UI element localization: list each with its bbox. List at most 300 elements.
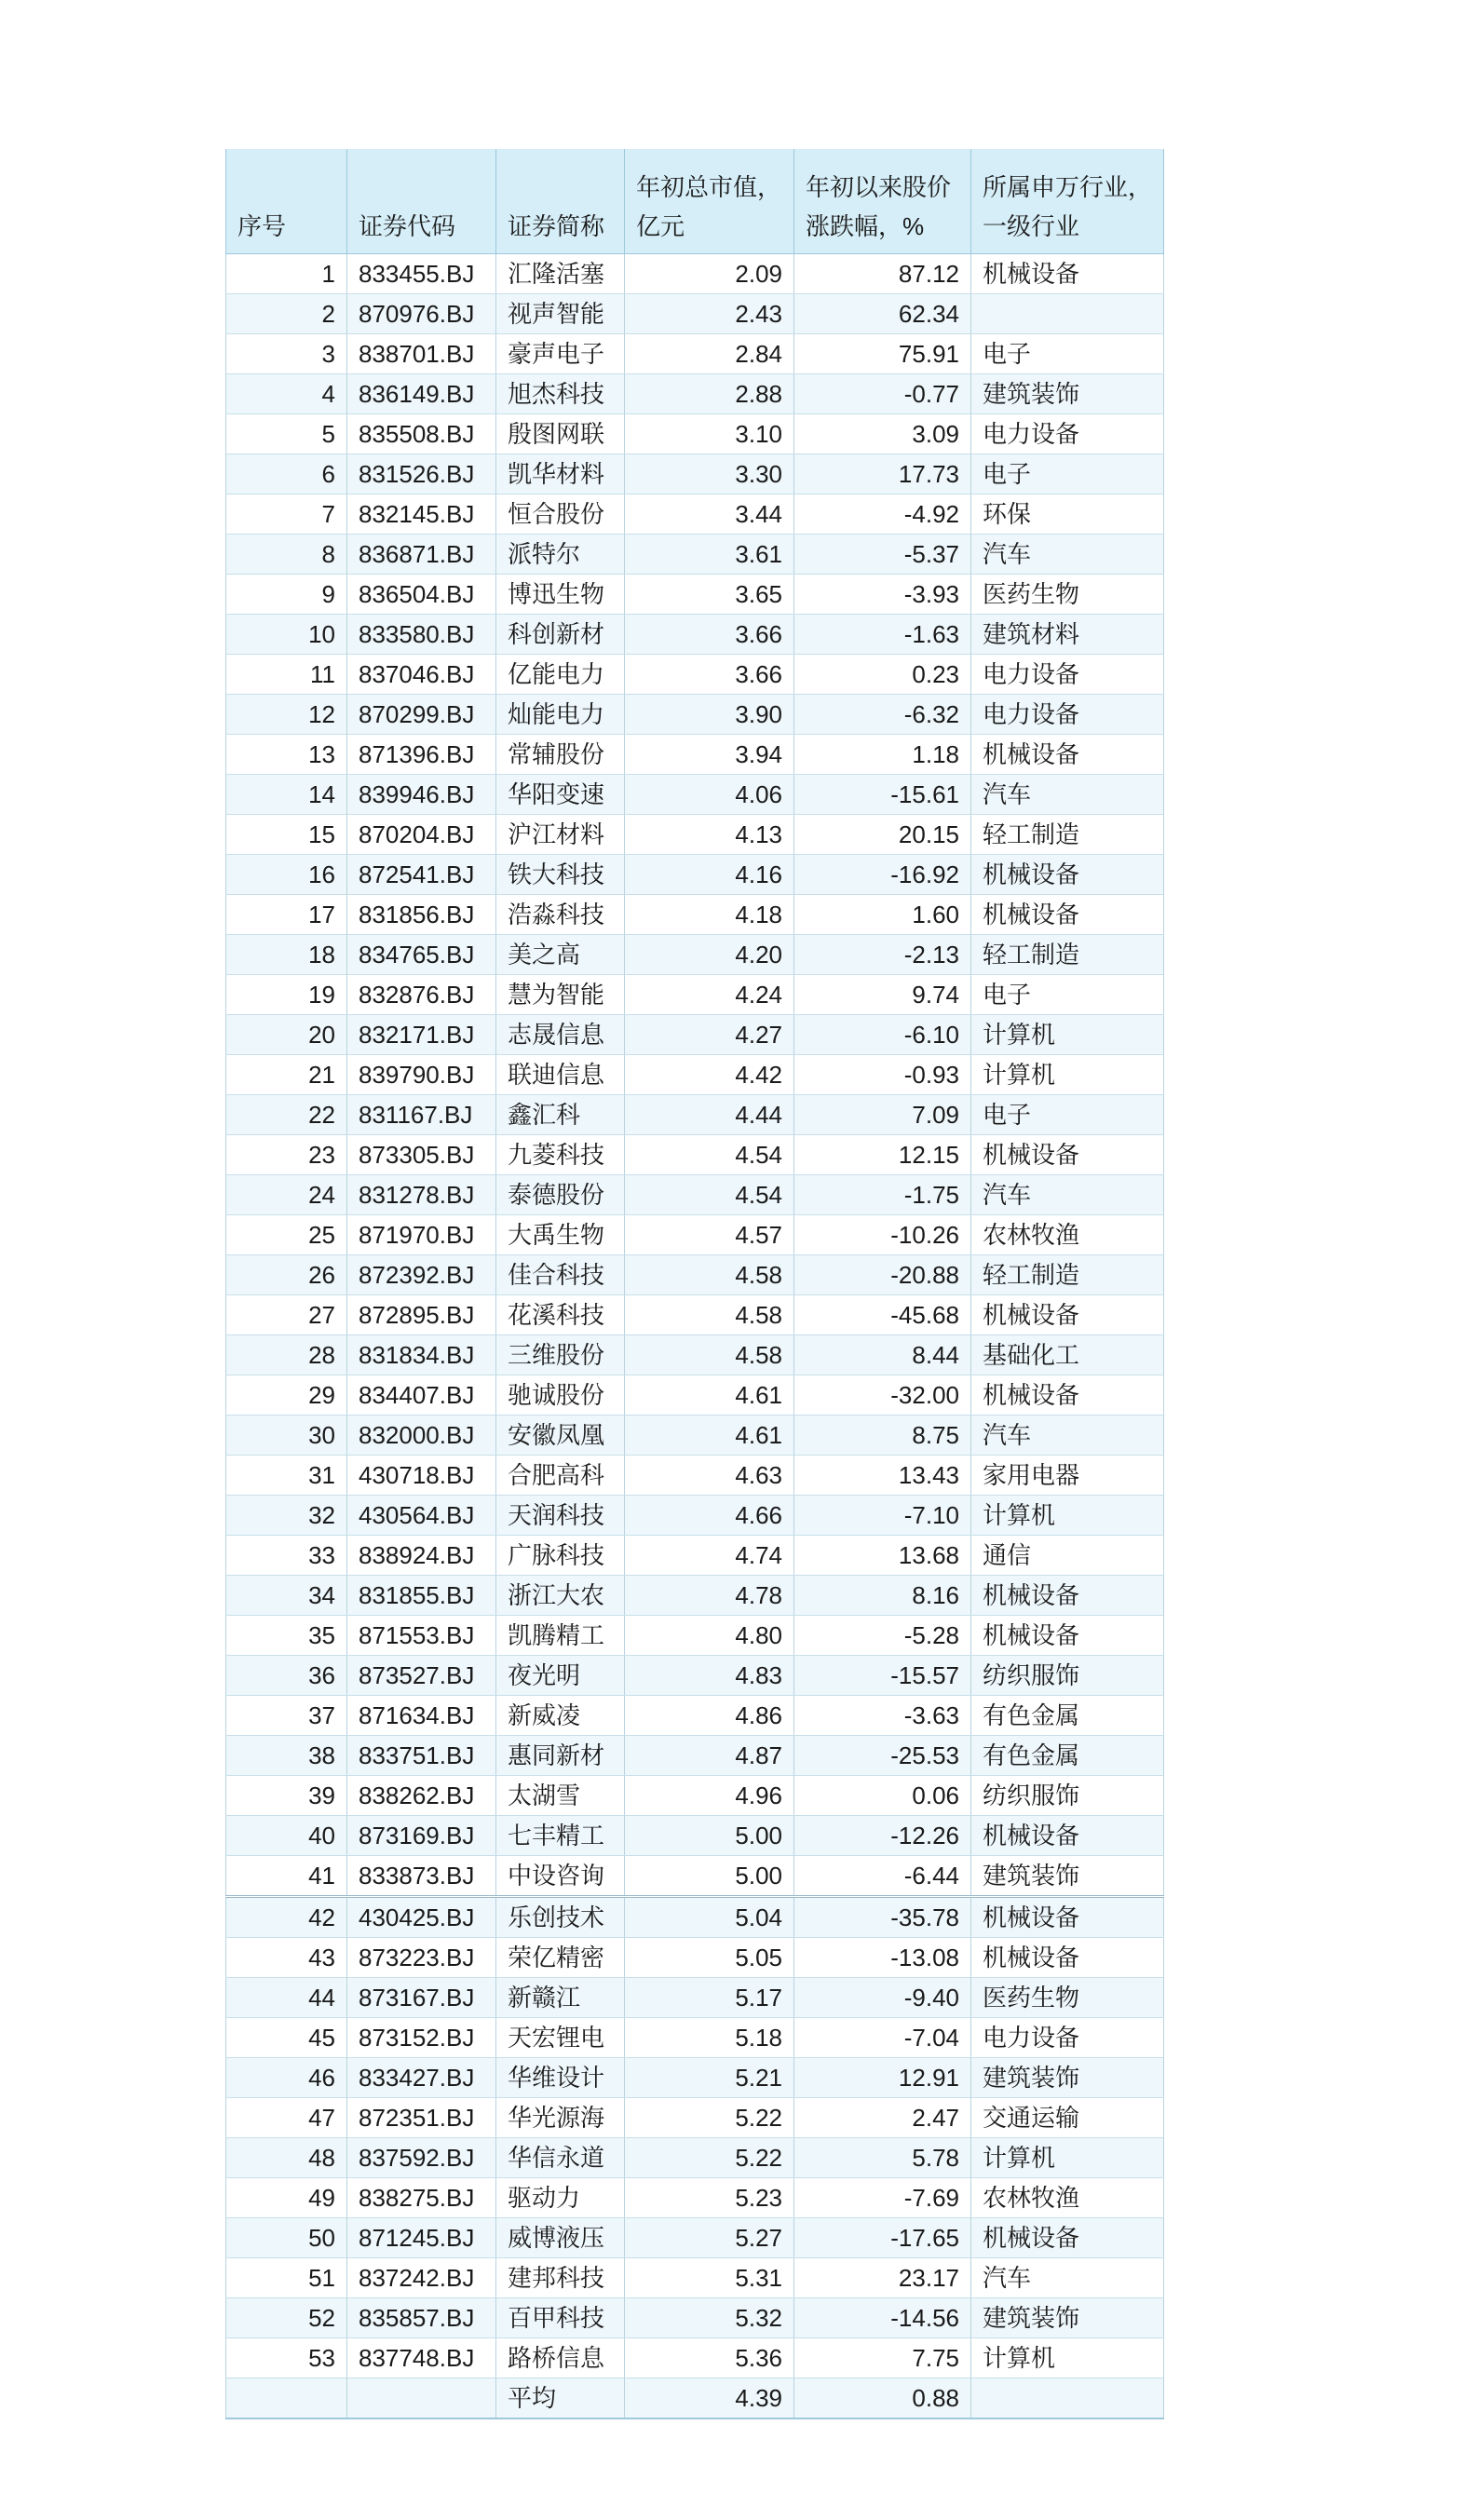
- cell-market-cap: 4.44: [625, 1095, 794, 1135]
- cell-name: 鑫汇科: [496, 1095, 625, 1135]
- cell-name: 路桥信息: [496, 2338, 625, 2378]
- cell-industry: 家用电器: [971, 1456, 1164, 1496]
- cell-price-change: 20.15: [794, 815, 971, 855]
- header-name: 证券简称: [496, 149, 625, 254]
- cell-name: 视声智能: [496, 294, 625, 334]
- cell-seq: 3: [226, 334, 347, 374]
- cell-market-cap: 4.80: [625, 1616, 794, 1656]
- cell-industry: 汽车: [971, 2258, 1164, 2298]
- cell-code: 872895.BJ: [347, 1295, 496, 1335]
- cell-name: 驰诚股份: [496, 1375, 625, 1416]
- cell-market-cap: 4.63: [625, 1456, 794, 1496]
- cell-industry: 建筑装饰: [971, 374, 1164, 414]
- cell-price-change: -2.13: [794, 935, 971, 975]
- cell-name: 殷图网联: [496, 414, 625, 454]
- table-row: [226, 454, 1164, 495]
- table-row: [226, 1456, 1164, 1496]
- cell-market-cap: 4.58: [625, 1295, 794, 1335]
- cell-code: 873169.BJ: [347, 1816, 496, 1856]
- cell-industry: 有色金属: [971, 1736, 1164, 1776]
- cell-industry: 汽车: [971, 775, 1164, 815]
- cell-name: 华阳变速: [496, 775, 625, 815]
- cell-industry: [971, 294, 1164, 334]
- cell-price-change: 8.16: [794, 1576, 971, 1616]
- summary-market-cap: 4.39: [625, 2378, 794, 2419]
- table-row: [226, 535, 1164, 575]
- cell-name: 汇隆活塞: [496, 254, 625, 294]
- cell-market-cap: 5.22: [625, 2098, 794, 2138]
- cell-market-cap: 2.43: [625, 294, 794, 334]
- cell-name: 沪江材料: [496, 815, 625, 855]
- table-row: [226, 1696, 1164, 1736]
- cell-seq: 44: [226, 1978, 347, 2018]
- cell-industry: 有色金属: [971, 1696, 1164, 1736]
- cell-code: 833873.BJ: [347, 1856, 496, 1897]
- cell-code: 430564.BJ: [347, 1496, 496, 1536]
- cell-name: 荣亿精密: [496, 1938, 625, 1978]
- cell-name: 新威凌: [496, 1696, 625, 1736]
- cell-price-change: 12.15: [794, 1135, 971, 1175]
- cell-name: 广脉科技: [496, 1536, 625, 1576]
- cell-name: 恒合股份: [496, 495, 625, 535]
- cell-market-cap: 4.57: [625, 1215, 794, 1255]
- table-row: [226, 1736, 1164, 1776]
- cell-price-change: -32.00: [794, 1375, 971, 1416]
- cell-price-change: -1.63: [794, 615, 971, 655]
- cell-market-cap: 4.61: [625, 1416, 794, 1456]
- cell-name: 博迅生物: [496, 575, 625, 615]
- cell-seq: 13: [226, 735, 347, 775]
- cell-seq: 24: [226, 1175, 347, 1215]
- cell-price-change: -17.65: [794, 2218, 971, 2258]
- cell-industry: 交通运输: [971, 2098, 1164, 2138]
- cell-market-cap: 4.06: [625, 775, 794, 815]
- cell-industry: 机械设备: [971, 1897, 1164, 1938]
- cell-price-change: -25.53: [794, 1736, 971, 1776]
- cell-price-change: -5.37: [794, 535, 971, 575]
- cell-name: 天宏锂电: [496, 2018, 625, 2058]
- cell-price-change: 2.47: [794, 2098, 971, 2138]
- table-row: [226, 2298, 1164, 2338]
- cell-price-change: -3.93: [794, 575, 971, 615]
- cell-market-cap: 3.66: [625, 655, 794, 695]
- cell-industry: 机械设备: [971, 254, 1164, 294]
- cell-seq: 21: [226, 1055, 347, 1095]
- summary-industry: [971, 2378, 1164, 2419]
- cell-name: 浙江大农: [496, 1576, 625, 1616]
- cell-market-cap: 4.66: [625, 1496, 794, 1536]
- cell-market-cap: 4.20: [625, 935, 794, 975]
- cell-industry: 汽车: [971, 535, 1164, 575]
- table-row: [226, 495, 1164, 535]
- cell-industry: 农林牧渔: [971, 2178, 1164, 2218]
- summary-price-change: 0.88: [794, 2378, 971, 2419]
- cell-market-cap: 4.18: [625, 895, 794, 935]
- cell-code: 831856.BJ: [347, 895, 496, 935]
- cell-price-change: -20.88: [794, 1255, 971, 1295]
- cell-industry: 机械设备: [971, 735, 1164, 775]
- cell-industry: 计算机: [971, 1055, 1164, 1095]
- cell-code: 430425.BJ: [347, 1897, 496, 1938]
- cell-code: 430718.BJ: [347, 1456, 496, 1496]
- table-row: [226, 2338, 1164, 2378]
- table-row: [226, 1175, 1164, 1215]
- table-row: [226, 2138, 1164, 2178]
- cell-price-change: -6.32: [794, 695, 971, 735]
- table-row: [226, 2098, 1164, 2138]
- stock-table-container: [225, 149, 1164, 2419]
- cell-seq: 35: [226, 1616, 347, 1656]
- cell-price-change: -12.26: [794, 1816, 971, 1856]
- cell-name: 联迪信息: [496, 1055, 625, 1095]
- cell-seq: 52: [226, 2298, 347, 2338]
- cell-code: 839946.BJ: [347, 775, 496, 815]
- cell-price-change: -16.92: [794, 855, 971, 895]
- table-row: [226, 1416, 1164, 1456]
- cell-code: 836149.BJ: [347, 374, 496, 414]
- cell-code: 872351.BJ: [347, 2098, 496, 2138]
- cell-code: 833427.BJ: [347, 2058, 496, 2098]
- cell-seq: 27: [226, 1295, 347, 1335]
- cell-code: 871970.BJ: [347, 1215, 496, 1255]
- cell-seq: 34: [226, 1576, 347, 1616]
- cell-name: 豪声电子: [496, 334, 625, 374]
- cell-name: 凯华材料: [496, 454, 625, 495]
- cell-market-cap: 5.18: [625, 2018, 794, 2058]
- cell-industry: 建筑材料: [971, 615, 1164, 655]
- header-industry: 所属申万行业，一级行业: [971, 149, 1164, 254]
- cell-code: 838701.BJ: [347, 334, 496, 374]
- cell-price-change: 62.34: [794, 294, 971, 334]
- cell-price-change: -3.63: [794, 1696, 971, 1736]
- cell-price-change: 9.74: [794, 975, 971, 1015]
- cell-price-change: 23.17: [794, 2258, 971, 2298]
- cell-seq: 19: [226, 975, 347, 1015]
- cell-seq: 4: [226, 374, 347, 414]
- cell-code: 872392.BJ: [347, 1255, 496, 1295]
- cell-name: 亿能电力: [496, 655, 625, 695]
- table-row: [226, 1536, 1164, 1576]
- cell-market-cap: 2.88: [625, 374, 794, 414]
- cell-name: 中设咨询: [496, 1856, 625, 1897]
- cell-seq: 16: [226, 855, 347, 895]
- cell-market-cap: 5.36: [625, 2338, 794, 2378]
- cell-price-change: 87.12: [794, 254, 971, 294]
- cell-industry: 医药生物: [971, 1978, 1164, 2018]
- cell-name: 威博液压: [496, 2218, 625, 2258]
- cell-code: 838262.BJ: [347, 1776, 496, 1816]
- cell-industry: 计算机: [971, 1015, 1164, 1055]
- cell-seq: 18: [226, 935, 347, 975]
- cell-price-change: -45.68: [794, 1295, 971, 1335]
- cell-market-cap: 3.61: [625, 535, 794, 575]
- cell-industry: 电子: [971, 454, 1164, 495]
- cell-seq: 22: [226, 1095, 347, 1135]
- header-price-change: 年初以来股价涨跌幅，%: [794, 149, 971, 254]
- table-row: [226, 775, 1164, 815]
- cell-seq: 10: [226, 615, 347, 655]
- table-row: [226, 695, 1164, 735]
- cell-price-change: -35.78: [794, 1897, 971, 1938]
- table-row: [226, 615, 1164, 655]
- cell-industry: 农林牧渔: [971, 1215, 1164, 1255]
- cell-code: 831167.BJ: [347, 1095, 496, 1135]
- cell-industry: 建筑装饰: [971, 2298, 1164, 2338]
- cell-name: 花溪科技: [496, 1295, 625, 1335]
- cell-industry: 轻工制造: [971, 1255, 1164, 1295]
- cell-seq: 6: [226, 454, 347, 495]
- cell-seq: 15: [226, 815, 347, 855]
- table-row: [226, 1055, 1164, 1095]
- table-header: [226, 149, 1164, 254]
- cell-name: 百甲科技: [496, 2298, 625, 2338]
- cell-industry: 计算机: [971, 1496, 1164, 1536]
- cell-code: 873152.BJ: [347, 2018, 496, 2058]
- table-row: [226, 575, 1164, 615]
- cell-seq: 9: [226, 575, 347, 615]
- cell-seq: 33: [226, 1536, 347, 1576]
- cell-market-cap: 5.00: [625, 1856, 794, 1897]
- summary-row: [226, 2378, 1164, 2419]
- cell-industry: 机械设备: [971, 895, 1164, 935]
- cell-industry: 电力设备: [971, 414, 1164, 454]
- cell-code: 871245.BJ: [347, 2218, 496, 2258]
- cell-name: 美之高: [496, 935, 625, 975]
- cell-name: 天润科技: [496, 1496, 625, 1536]
- cell-code: 835857.BJ: [347, 2298, 496, 2338]
- cell-industry: 电子: [971, 334, 1164, 374]
- cell-industry: 机械设备: [971, 1938, 1164, 1978]
- cell-price-change: -1.75: [794, 1175, 971, 1215]
- cell-seq: 51: [226, 2258, 347, 2298]
- cell-industry: 机械设备: [971, 1135, 1164, 1175]
- cell-market-cap: 3.65: [625, 575, 794, 615]
- cell-seq: 12: [226, 695, 347, 735]
- cell-market-cap: 3.44: [625, 495, 794, 535]
- header-code: 证券代码: [347, 149, 496, 254]
- table-row: [226, 1135, 1164, 1175]
- cell-market-cap: 4.27: [625, 1015, 794, 1055]
- cell-price-change: 75.91: [794, 334, 971, 374]
- cell-name: 建邦科技: [496, 2258, 625, 2298]
- cell-code: 872541.BJ: [347, 855, 496, 895]
- table-row: [226, 1335, 1164, 1375]
- cell-industry: 纺织服饰: [971, 1776, 1164, 1816]
- stock-table: [225, 149, 1164, 2419]
- table-row: [226, 1616, 1164, 1656]
- cell-market-cap: 5.23: [625, 2178, 794, 2218]
- cell-name: 佳合科技: [496, 1255, 625, 1295]
- cell-seq: 29: [226, 1375, 347, 1416]
- table-row: [226, 735, 1164, 775]
- cell-price-change: 0.06: [794, 1776, 971, 1816]
- cell-seq: 50: [226, 2218, 347, 2258]
- cell-seq: 43: [226, 1938, 347, 1978]
- cell-name: 常辅股份: [496, 735, 625, 775]
- cell-name: 七丰精工: [496, 1816, 625, 1856]
- cell-name: 安徽凤凰: [496, 1416, 625, 1456]
- cell-industry: 机械设备: [971, 855, 1164, 895]
- cell-name: 太湖雪: [496, 1776, 625, 1816]
- cell-market-cap: 3.10: [625, 414, 794, 454]
- table-row: [226, 2218, 1164, 2258]
- cell-code: 870204.BJ: [347, 815, 496, 855]
- cell-market-cap: 4.87: [625, 1736, 794, 1776]
- cell-name: 驱动力: [496, 2178, 625, 2218]
- cell-market-cap: 5.32: [625, 2298, 794, 2338]
- cell-price-change: -5.28: [794, 1616, 971, 1656]
- cell-name: 旭杰科技: [496, 374, 625, 414]
- cell-seq: 5: [226, 414, 347, 454]
- cell-industry: 机械设备: [971, 2218, 1164, 2258]
- cell-code: 838275.BJ: [347, 2178, 496, 2218]
- cell-industry: 机械设备: [971, 1816, 1164, 1856]
- summary-label: 平均: [496, 2378, 625, 2419]
- cell-code: 837592.BJ: [347, 2138, 496, 2178]
- cell-code: 832000.BJ: [347, 1416, 496, 1456]
- cell-name: 合肥高科: [496, 1456, 625, 1496]
- cell-market-cap: 4.16: [625, 855, 794, 895]
- cell-price-change: 8.75: [794, 1416, 971, 1456]
- cell-code: 834407.BJ: [347, 1375, 496, 1416]
- cell-code: 873305.BJ: [347, 1135, 496, 1175]
- header-seq: 序号: [226, 149, 347, 254]
- summary-code: [347, 2378, 496, 2419]
- cell-code: 871634.BJ: [347, 1696, 496, 1736]
- cell-price-change: -14.56: [794, 2298, 971, 2338]
- table-body: [226, 254, 1164, 2419]
- cell-price-change: 13.68: [794, 1536, 971, 1576]
- cell-market-cap: 4.54: [625, 1135, 794, 1175]
- table-row: [226, 1897, 1164, 1938]
- table-row: [226, 655, 1164, 695]
- cell-price-change: -15.61: [794, 775, 971, 815]
- cell-industry: 医药生物: [971, 575, 1164, 615]
- cell-market-cap: 4.58: [625, 1335, 794, 1375]
- cell-name: 华维设计: [496, 2058, 625, 2098]
- cell-price-change: -0.93: [794, 1055, 971, 1095]
- cell-market-cap: 3.66: [625, 615, 794, 655]
- cell-price-change: -4.92: [794, 495, 971, 535]
- cell-code: 831278.BJ: [347, 1175, 496, 1215]
- cell-seq: 40: [226, 1816, 347, 1856]
- table-row: [226, 1816, 1164, 1856]
- cell-price-change: 0.23: [794, 655, 971, 695]
- cell-market-cap: 5.31: [625, 2258, 794, 2298]
- cell-code: 833751.BJ: [347, 1736, 496, 1776]
- table-row: [226, 254, 1164, 294]
- cell-market-cap: 4.61: [625, 1375, 794, 1416]
- cell-market-cap: 3.90: [625, 695, 794, 735]
- cell-market-cap: 4.42: [625, 1055, 794, 1095]
- cell-industry: 建筑装饰: [971, 2058, 1164, 2098]
- table-row: [226, 1375, 1164, 1416]
- cell-seq: 17: [226, 895, 347, 935]
- cell-seq: 37: [226, 1696, 347, 1736]
- cell-code: 837046.BJ: [347, 655, 496, 695]
- cell-code: 833580.BJ: [347, 615, 496, 655]
- cell-market-cap: 5.22: [625, 2138, 794, 2178]
- cell-seq: 32: [226, 1496, 347, 1536]
- cell-market-cap: 3.94: [625, 735, 794, 775]
- cell-market-cap: 5.04: [625, 1897, 794, 1938]
- cell-industry: 计算机: [971, 2138, 1164, 2178]
- cell-price-change: 1.18: [794, 735, 971, 775]
- cell-market-cap: 4.78: [625, 1576, 794, 1616]
- cell-seq: 41: [226, 1856, 347, 1897]
- cell-industry: 电子: [971, 975, 1164, 1015]
- cell-seq: 7: [226, 495, 347, 535]
- table-row: [226, 1978, 1164, 2018]
- cell-price-change: -10.26: [794, 1215, 971, 1255]
- cell-code: 871396.BJ: [347, 735, 496, 775]
- cell-price-change: 17.73: [794, 454, 971, 495]
- cell-seq: 28: [226, 1335, 347, 1375]
- table-row: [226, 1095, 1164, 1135]
- cell-price-change: -7.10: [794, 1496, 971, 1536]
- cell-seq: 38: [226, 1736, 347, 1776]
- cell-seq: 48: [226, 2138, 347, 2178]
- header-row: [226, 149, 1164, 254]
- cell-market-cap: 4.86: [625, 1696, 794, 1736]
- cell-price-change: -6.10: [794, 1015, 971, 1055]
- cell-code: 837242.BJ: [347, 2258, 496, 2298]
- cell-market-cap: 4.58: [625, 1255, 794, 1295]
- cell-name: 惠同新材: [496, 1736, 625, 1776]
- table-row: [226, 1215, 1164, 1255]
- table-row: [226, 2258, 1164, 2298]
- cell-name: 三维股份: [496, 1335, 625, 1375]
- cell-name: 新赣江: [496, 1978, 625, 2018]
- cell-market-cap: 3.30: [625, 454, 794, 495]
- cell-price-change: -15.57: [794, 1656, 971, 1696]
- table-row: [226, 334, 1164, 374]
- cell-industry: 机械设备: [971, 1616, 1164, 1656]
- cell-seq: 14: [226, 775, 347, 815]
- cell-industry: 轻工制造: [971, 815, 1164, 855]
- cell-code: 873223.BJ: [347, 1938, 496, 1978]
- cell-price-change: 5.78: [794, 2138, 971, 2178]
- cell-seq: 46: [226, 2058, 347, 2098]
- cell-code: 873167.BJ: [347, 1978, 496, 2018]
- cell-code: 833455.BJ: [347, 254, 496, 294]
- table-row: [226, 1856, 1164, 1897]
- cell-seq: 11: [226, 655, 347, 695]
- cell-name: 科创新材: [496, 615, 625, 655]
- cell-industry: 环保: [971, 495, 1164, 535]
- table-row: [226, 815, 1164, 855]
- cell-price-change: -9.40: [794, 1978, 971, 2018]
- cell-industry: 建筑装饰: [971, 1856, 1164, 1897]
- cell-industry: 通信: [971, 1536, 1164, 1576]
- cell-seq: 8: [226, 535, 347, 575]
- cell-price-change: 7.75: [794, 2338, 971, 2378]
- cell-industry: 纺织服饰: [971, 1656, 1164, 1696]
- cell-industry: 汽车: [971, 1416, 1164, 1456]
- cell-code: 838924.BJ: [347, 1536, 496, 1576]
- cell-name: 乐创技术: [496, 1897, 625, 1938]
- header-market-cap: 年初总市值，亿元: [625, 149, 794, 254]
- table-row: [226, 414, 1164, 454]
- cell-seq: 26: [226, 1255, 347, 1295]
- cell-seq: 36: [226, 1656, 347, 1696]
- cell-seq: 45: [226, 2018, 347, 2058]
- cell-code: 839790.BJ: [347, 1055, 496, 1095]
- cell-seq: 30: [226, 1416, 347, 1456]
- cell-code: 832171.BJ: [347, 1015, 496, 1055]
- cell-name: 大禹生物: [496, 1215, 625, 1255]
- cell-code: 836504.BJ: [347, 575, 496, 615]
